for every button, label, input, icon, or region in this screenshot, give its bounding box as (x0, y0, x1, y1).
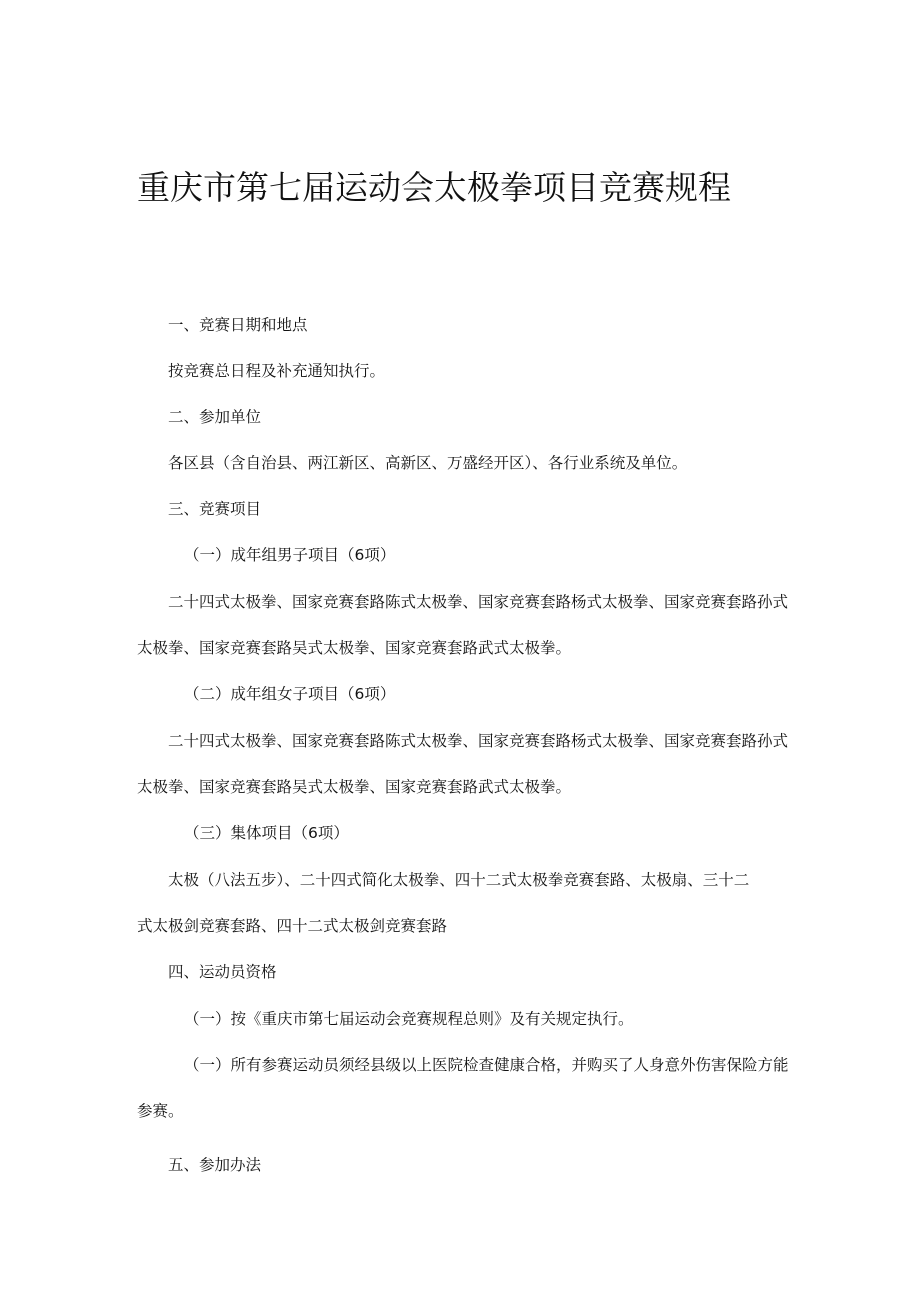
subsection-women: （二）成年组女子项目（6项） (184, 685, 396, 703)
group-events-line-1: 太极（八法五步）、二十四式简化太极拳、四十二式太极拳竞赛套路、太极扇、三十二 (168, 871, 750, 889)
section-heading-dates: 一、竞赛日期和地点 (168, 316, 308, 334)
section-heading-eligibility: 四、运动员资格 (168, 963, 277, 981)
section-heading-units: 二、参加单位 (168, 408, 262, 426)
men-events-line-1: 二十四式太极拳、国家竞赛套路陈式太极拳、国家竞赛套路杨式太极拳、国家竞赛套路孙式 (168, 593, 789, 611)
eligibility-item-2-line-1: （一）所有参赛运动员须经县级以上医院检查健康合格，并购买了人身意外伤害保险方能 (184, 1056, 789, 1074)
section-heading-events: 三、竞赛项目 (168, 500, 262, 518)
men-events-line-2: 太极拳、国家竞赛套路吴式太极拳、国家竞赛套路武式太极拳。 (137, 639, 572, 657)
group-events-line-2: 式太极剑竞赛套路、四十二式太极剑竞赛套路 (137, 917, 448, 935)
eligibility-item-2-line-2: 参赛。 (137, 1102, 184, 1120)
eligibility-item-1: （一）按《重庆市第七届运动会竞赛规程总则》及有关规定执行。 (184, 1010, 634, 1028)
subsection-men: （一）成年组男子项目（6项） (184, 546, 396, 564)
subsection-group: （三）集体项目（6项） (184, 824, 349, 842)
women-events-line-1: 二十四式太极拳、国家竞赛套路陈式太极拳、国家竞赛套路杨式太极拳、国家竞赛套路孙式 (168, 732, 789, 750)
section-text-dates: 按竞赛总日程及补充通知执行。 (168, 362, 386, 380)
women-events-line-2: 太极拳、国家竞赛套路吴式太极拳、国家竞赛套路武式太极拳。 (137, 778, 572, 796)
section-heading-method: 五、参加办法 (168, 1156, 262, 1174)
section-text-units: 各区县（含自治县、两江新区、高新区、万盛经开区）、各行业系统及单位。 (168, 454, 688, 472)
document-title: 重庆市第七届运动会太极拳项目竞赛规程 (137, 168, 731, 207)
